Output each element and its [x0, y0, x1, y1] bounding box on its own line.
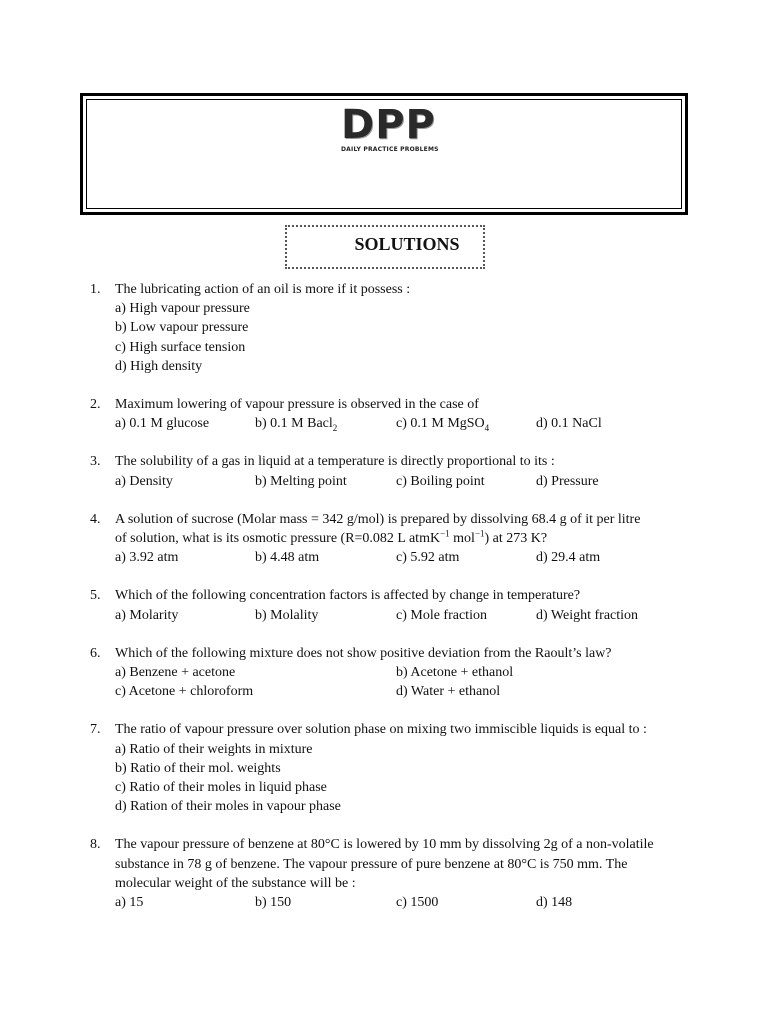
section-title: SOLUTIONS — [354, 234, 460, 254]
subscript: 2 — [332, 423, 338, 434]
option-a: a) Benzene + acetone — [115, 664, 236, 680]
question-stem: Which of the following concentration factors is affected by change in temperature? — [115, 588, 581, 604]
question-7 — [90, 720, 680, 816]
question-number: 1. — [90, 282, 101, 297]
question-2 — [90, 395, 680, 433]
option-d: d) Weight fraction — [536, 607, 639, 623]
option-b — [255, 414, 337, 433]
option-a: a) Ratio of their weights in mixture — [115, 741, 313, 757]
question-number: 6. — [90, 645, 101, 661]
question-list — [90, 280, 680, 931]
question-1 — [90, 280, 680, 376]
dpp-logo — [341, 104, 439, 153]
option-d: d) Ration of their moles in vapour phase — [115, 799, 341, 815]
question-number: 2. — [90, 397, 101, 413]
option-d: d) High density — [115, 358, 203, 374]
question-5 — [90, 586, 680, 624]
option-c: c) Mole fraction — [396, 607, 487, 623]
question-stem-line-2: of solution, what is its osmotic pressure (R=0.082 L atmK — [115, 531, 441, 546]
option-c — [396, 414, 489, 433]
option-a: a) 15 — [115, 894, 144, 910]
question-number: 4. — [90, 511, 101, 527]
header-inner-border — [86, 99, 682, 209]
option-b: b) Molality — [255, 607, 319, 623]
question-text — [90, 835, 680, 854]
superscript: −1 — [440, 528, 450, 539]
question-number: 7. — [90, 722, 101, 738]
question-stem-line-1: A solution of sucrose (Molar mass = 342 g/mol) is prepared by dissolving 68.4 g of it per litre — [115, 511, 641, 527]
question-stem-end: ) at 273 K? — [484, 531, 548, 546]
question-text — [90, 280, 680, 299]
question-8 — [90, 835, 680, 912]
question-text-continued — [90, 529, 680, 548]
logo-subtitle: DAILY PRACTICE PROBLEMS — [341, 146, 439, 153]
question-text — [90, 510, 680, 529]
option-c: c) 1500 — [396, 894, 439, 910]
question-text-continued: molecular weight of the substance will be : — [115, 875, 356, 891]
section-title-box — [285, 225, 485, 269]
option-c: c) Acetone + chloroform — [115, 684, 254, 700]
option-b: b) Acetone + ethanol — [396, 664, 514, 680]
question-text — [90, 586, 680, 605]
question-6 — [90, 644, 680, 702]
option-d: d) 29.4 atm — [536, 550, 601, 566]
question-text — [90, 395, 680, 414]
option-a: a) 3.92 atm — [115, 550, 179, 566]
options-row — [90, 682, 680, 701]
options-row — [90, 414, 680, 433]
option-d: d) 0.1 NaCl — [536, 416, 602, 432]
option-b-text: b) 0.1 M Bacl — [255, 416, 333, 432]
question-stem: The lubricating action of an oil is more if it possess : — [115, 282, 411, 297]
question-3 — [90, 452, 680, 490]
option-c: c) High surface tension — [115, 339, 246, 355]
options-row — [90, 893, 680, 912]
question-stem-line-1: The vapour pressure of benzene at 80°C is lowered by 10 mm by dissolving 2g of a non-volatile — [115, 837, 654, 853]
question-number: 3. — [90, 454, 101, 470]
option-c: c) Ratio of their moles in liquid phase — [115, 779, 327, 795]
question-text — [90, 452, 680, 471]
question-stem: Which of the following mixture does not show positive deviation from the Raoult’s law? — [115, 645, 612, 661]
subscript: 4 — [484, 423, 490, 434]
header-banner — [80, 93, 688, 215]
question-stem-unit: mol — [449, 531, 475, 546]
question-number: 8. — [90, 837, 101, 853]
option-b: b) Low vapour pressure — [115, 320, 249, 336]
option-d: d) Pressure — [536, 473, 599, 489]
options-row — [90, 472, 680, 491]
option-c: c) 5.92 atm — [396, 550, 460, 566]
question-stem: Maximum lowering of vapour pressure is observed in the case of — [115, 397, 479, 413]
option-c: c) Boiling point — [396, 473, 485, 489]
options-row — [90, 663, 680, 682]
option-b: b) Ratio of their mol. weights — [115, 760, 281, 776]
question-number: 5. — [90, 588, 101, 604]
question-text-continued: substance in 78 g of benzene. The vapour pressure of pure benzene at 80°C is 750 mm. The — [115, 856, 628, 872]
option-a: a) Molarity — [115, 607, 179, 623]
question-text — [90, 644, 680, 663]
option-b: b) 4.48 atm — [255, 550, 320, 566]
option-b: b) Melting point — [255, 473, 347, 489]
question-stem: The ratio of vapour pressure over solution phase on mixing two immiscible liquids is equal to : — [115, 722, 647, 738]
question-4 — [90, 510, 680, 568]
option-d: d) Water + ethanol — [396, 684, 501, 700]
option-d: d) 148 — [536, 894, 573, 910]
superscript: −1 — [474, 528, 485, 539]
option-a: a) 0.1 M glucose — [115, 416, 210, 432]
option-b: b) 150 — [255, 894, 292, 910]
options-row — [90, 548, 680, 567]
option-a: a) Density — [115, 473, 173, 489]
logo-main-text: DPP — [341, 102, 436, 148]
question-text — [90, 720, 680, 739]
options-row — [90, 606, 680, 625]
question-stem: The solubility of a gas in liquid at a temperature is directly proportional to its : — [115, 454, 555, 470]
option-a: a) High vapour pressure — [115, 301, 250, 317]
option-c-text: c) 0.1 M MgSO — [396, 416, 485, 432]
